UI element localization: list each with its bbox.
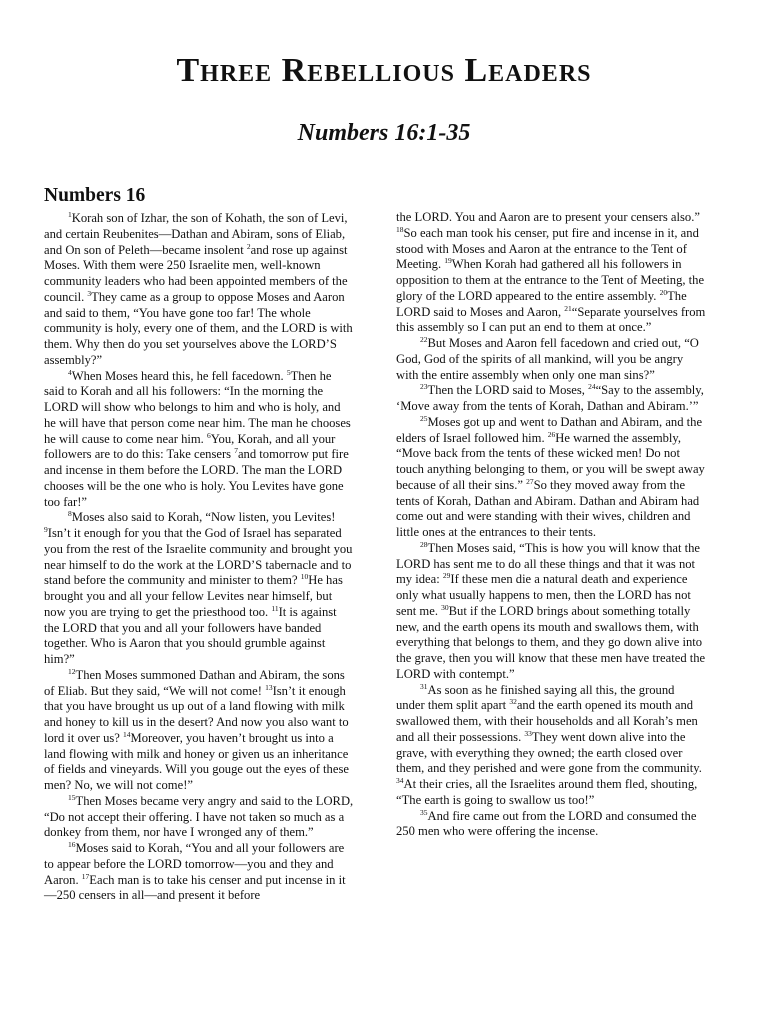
- verse-number: 6: [206, 430, 211, 440]
- scripture-reference: Numbers 16:1-35: [297, 120, 471, 146]
- right-column: [396, 210, 706, 840]
- verse-text: You, Korah, and all your followers are to do this: Take censers: [44, 431, 336, 462]
- verse-text: and rose up against Moses. With them were 250 Israelite men, well-known community leaders who had been appointed members of the council.: [44, 242, 348, 304]
- paragraph: [396, 541, 706, 683]
- paragraph: [44, 668, 354, 794]
- left-column: [44, 185, 354, 904]
- verse-number: 1: [68, 209, 72, 219]
- verse-number: 10: [300, 572, 309, 582]
- verse-text: Then he said to Korah and all his followers: “In the morning the LORD will show who belongs to him and who is holy, and he will have that person come near him. The man he chooses he will cause to come near him.: [44, 368, 351, 446]
- paragraph: [396, 210, 706, 336]
- verse-number: 12: [68, 666, 76, 676]
- paragraph: [44, 841, 354, 904]
- verse-number: 34: [396, 775, 404, 785]
- verse-number: 20: [659, 287, 668, 297]
- verse-number: 4: [68, 367, 72, 377]
- verse-text: But Moses and Aaron fell facedown and cried out, “O God, God of the spirits of all mankind, will you be angry with the entire assembly when only one man sins?”: [396, 336, 699, 382]
- verse-number: 2: [246, 241, 251, 251]
- verse-number: 27: [526, 476, 534, 486]
- verse-number: 18: [396, 224, 404, 234]
- verse-number: 29: [442, 571, 451, 581]
- verse-text: “Separate yourselves from this assembly so I can put an end to them at once.”: [396, 304, 706, 335]
- verse-number: 35: [420, 807, 428, 817]
- right-paragraphs: [396, 210, 706, 840]
- verse-text: and tomorrow put fire and incense in them before the LORD. The man the LORD chooses will be the one who is holy. You Levites have gone too far!”: [44, 447, 349, 509]
- verse-text: So each man took his censer, put fire and incense in it, and stood with Moses and Aaron at the entrance to the Tent of Meeting.: [396, 225, 699, 272]
- verse-number: 13: [265, 682, 273, 692]
- paragraph: [396, 683, 706, 809]
- verse-text: When Korah had gathered all his followers in opposition to them at the entrance to the Tent of Meeting, the glory of the LORD appeared to the entire assembly.: [396, 257, 705, 303]
- verse-number: 8: [68, 509, 72, 519]
- verse-text: At their cries, all the Israelites around them fled, shouting, “The earth is going to swallow us too!”: [396, 777, 698, 807]
- verse-number: 31: [420, 681, 428, 691]
- verse-text: He warned the assembly, “Move back from the tents of these wicked men! Do not touch anything belonging to them, or you will be swept away because of all their sins.”: [396, 430, 705, 492]
- verse-text: and the earth opened its mouth and swallowed them, with their households and all Korah’s men and all their possessions.: [396, 698, 698, 744]
- verse-number: 26: [547, 429, 556, 439]
- verse-text: Then Moses summoned Dathan and Abiram, the sons of Eliab. But they said, “We will not come!: [44, 667, 345, 698]
- verse-number: 25: [420, 413, 428, 423]
- verse-text: the LORD. You and Aaron are to present your censers also.”: [396, 210, 700, 224]
- left-paragraphs: [44, 211, 354, 904]
- verse-text: If these men die a natural death and experience only what usually happens to men, then the LORD has not sent me.: [396, 572, 691, 618]
- verse-text: When Moses heard this, he fell facedown.: [71, 368, 287, 383]
- paragraph: [396, 383, 706, 415]
- verse-text: So they moved away from the tents of Korah, Dathan and Abiram. Dathan and Abiram had come out and were standing with their wives, children and little ones at the entrances to their tents.: [396, 477, 700, 539]
- verse-text: He has brought you and all your fellow Levites near himself, but now you are trying to get the priesthood too.: [44, 573, 343, 619]
- verse-number: 11: [271, 603, 279, 613]
- verse-number: 33: [524, 728, 532, 738]
- verse-text: They went down alive into the grave, with everything they owned; the earth closed over them, and they perished and were gone from the community.: [396, 729, 702, 776]
- verse-number: 28: [420, 539, 428, 549]
- verse-text: Moses got up and went to Dathan and Abiram, and the elders of Israel followed him.: [396, 414, 703, 445]
- verse-number: 24: [588, 382, 596, 392]
- verse-number: 5: [286, 367, 291, 377]
- verse-text: They came as a group to oppose Moses and Aaron and said to them, “You have gone too far! The whole community is holy, every one of them, and the LORD is with them. Why then do you set yourselves above the LORD’S assembly?”: [44, 289, 353, 367]
- verse-text: Each man is to take his censer and put incense in it—250 censers in all—and present it before: [44, 872, 346, 903]
- verse-text: Moses said to Korah, “You and all your followers are to appear before the LORD tomorrow—you and they and Aaron.: [44, 841, 345, 887]
- verse-number: 22: [420, 334, 428, 344]
- verse-number: 16: [68, 839, 76, 849]
- paragraph: [44, 211, 354, 369]
- verse-text: Korah son of Izhar, the son of Kohath, the son of Levi, and certain Reubenites—Dathan and Abiram, sons of Eliab, and On son of Peleth—became insolent: [44, 211, 348, 257]
- verse-text: Isn’t it enough that you have brought us up out of a land flowing with milk and honey to kill us in the desert? And now you also want to lord it over us?: [44, 683, 349, 745]
- paragraph: [396, 336, 706, 383]
- verse-text: Moses also said to Korah, “Now listen, you Levites!: [71, 510, 336, 525]
- verse-number: 30: [441, 602, 449, 612]
- verse-number: 17: [81, 871, 90, 881]
- verse-text: “Say to the assembly, ‘Move away from the tents of Korah, Dathan and Abiram.’”: [396, 383, 704, 413]
- verse-number: 15: [68, 792, 76, 802]
- verse-number: 19: [444, 256, 452, 266]
- paragraph: [44, 369, 354, 511]
- verse-number: 23: [420, 382, 428, 392]
- verse-text: Then the LORD said to Moses,: [427, 383, 589, 398]
- verse-number: 3: [87, 288, 92, 298]
- verse-text: Then Moses said, “This is how you will know that the LORD has sent me to do all these things and that it was not my idea:: [396, 540, 700, 587]
- paragraph: [44, 794, 354, 841]
- verse-text: Moreover, you haven’t brought us into a land flowing with milk and honey or given us an inheritance of fields and vineyards. Will you gouge out the eyes of these men? No, we will not come!”: [44, 730, 349, 792]
- paragraph: [396, 809, 706, 841]
- verse-text: As soon as he finished saying all this, the ground under them split apart: [396, 682, 675, 713]
- section-heading: Numbers 16: [44, 185, 146, 206]
- verse-text: But if the LORD brings about something totally new, and the earth opens its mouth and swallows them, with everything that belongs to them, and they go down alive into the grave, then you will know that these men have treated the LORD with contempt.”: [396, 603, 706, 681]
- paragraph: [44, 510, 354, 668]
- verse-number: 7: [234, 446, 238, 456]
- verse-text: And fire came out from the LORD and consumed the 250 men who were offering the incense.: [396, 808, 697, 839]
- paragraph: [396, 415, 706, 541]
- verse-number: 21: [564, 303, 572, 313]
- verse-text: Then Moses became very angry and said to the LORD, “Do not accept their offering. I have not taken so much as a donkey from them, nor have I wronged any of them.”: [44, 793, 354, 840]
- verse-number: 9: [44, 524, 48, 534]
- verse-text: Isn’t it enough for you that the God of Israel has separated you from the rest of the Israelite community and brought you near himself to do the work at the LORD’S tabernacle and to stand before the community and minister to them?: [44, 526, 353, 588]
- verse-text: The LORD said to Moses and Aaron,: [396, 288, 687, 319]
- verse-text: It is against the LORD that you and all your followers have banded together. Who is Aaron that you should grumble against him?”: [44, 604, 337, 666]
- document-title: Three Rebellious Leaders: [176, 52, 592, 89]
- verse-number: 14: [123, 729, 131, 739]
- verse-number: 32: [509, 697, 517, 707]
